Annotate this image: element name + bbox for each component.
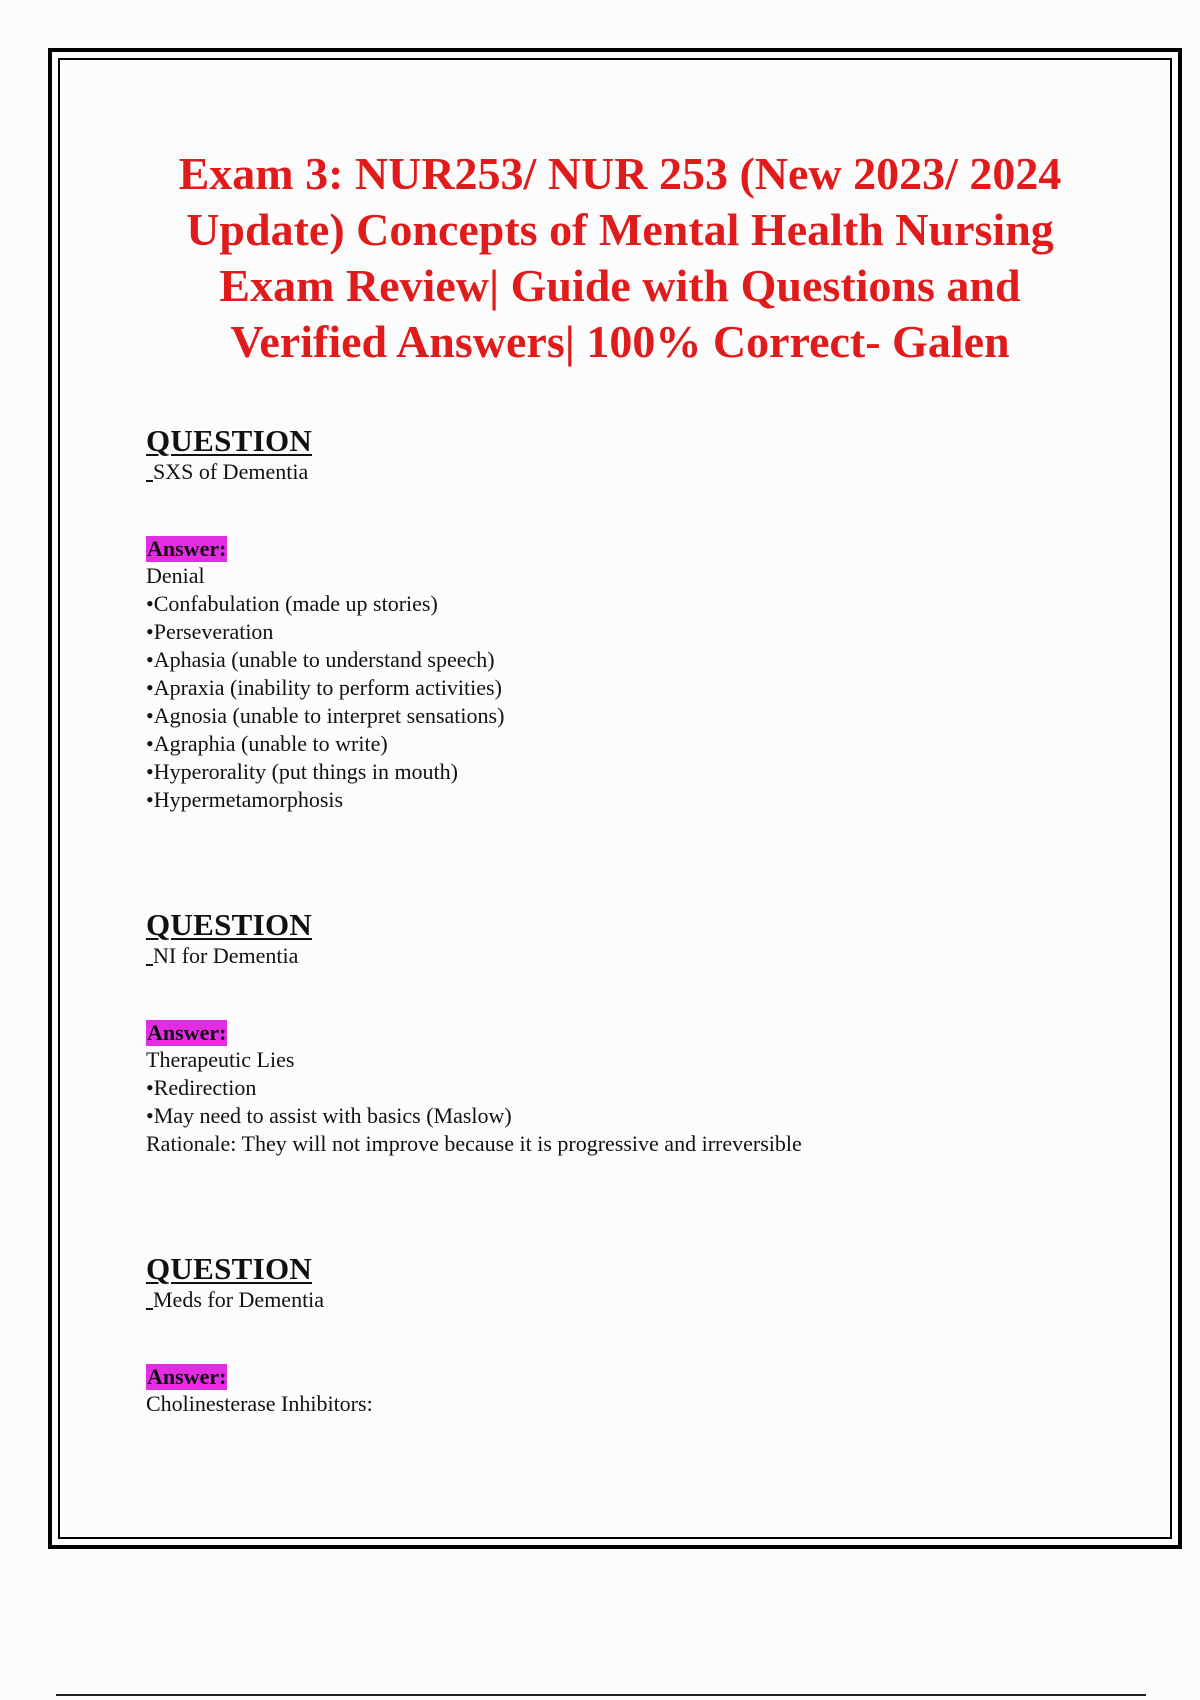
- answer-label: Answer:: [147, 536, 227, 561]
- answer-line: •Perseveration: [146, 619, 274, 644]
- question-heading: QUESTION: [146, 907, 313, 942]
- question-block-2: [146, 908, 1046, 1158]
- answer-line: •Agraphia (unable to write): [146, 731, 388, 756]
- answer-label: Answer:: [147, 1020, 227, 1045]
- answer-line: •Apraxia (inability to perform activities): [146, 675, 502, 700]
- question-text: Meds for Dementia: [146, 1286, 1046, 1314]
- title-line: Update) Concepts of Mental Health Nursing: [186, 204, 1054, 255]
- answer-line: Denial: [146, 563, 205, 588]
- answer-line: •Hypermetamorphosis: [146, 787, 344, 812]
- title-line: Exam 3: NUR253/ NUR 253 (New 2023/ 2024: [178, 148, 1062, 199]
- answer-line: •Redirection: [146, 1075, 257, 1100]
- answer-label: Answer:: [147, 1364, 227, 1389]
- question-block-1: [146, 424, 1046, 814]
- answer-line: •Hyperorality (put things in mouth): [146, 759, 458, 784]
- answer-line: •May need to assist with basics (Maslow): [146, 1103, 512, 1128]
- title-line: Verified Answers| 100% Correct- Galen: [230, 316, 1010, 367]
- answer-line: •Agnosia (unable to interpret sensations): [146, 703, 505, 728]
- answer-line: Therapeutic Lies: [146, 1047, 295, 1072]
- answer-line: Cholinesterase Inhibitors:: [146, 1391, 373, 1416]
- question-block-3: [146, 1252, 1046, 1418]
- answer-list: [146, 562, 1046, 814]
- footer-divider: [56, 1694, 1146, 1696]
- question-text: SXS of Dementia: [146, 458, 1046, 486]
- question-text: NI for Dementia: [146, 942, 1046, 970]
- question-heading: QUESTION: [146, 423, 313, 458]
- answer-list: [146, 1046, 1046, 1158]
- question-heading: QUESTION: [146, 1251, 313, 1286]
- title-line: Exam Review| Guide with Questions and: [219, 260, 1021, 311]
- answer-line: Rationale: They will not improve because it is progressive and irreversible: [146, 1131, 802, 1156]
- answer-line: •Confabulation (made up stories): [146, 591, 438, 616]
- answer-list: [146, 1390, 1046, 1418]
- answer-line: •Aphasia (unable to understand speech): [146, 647, 495, 672]
- document-title: [100, 146, 1140, 370]
